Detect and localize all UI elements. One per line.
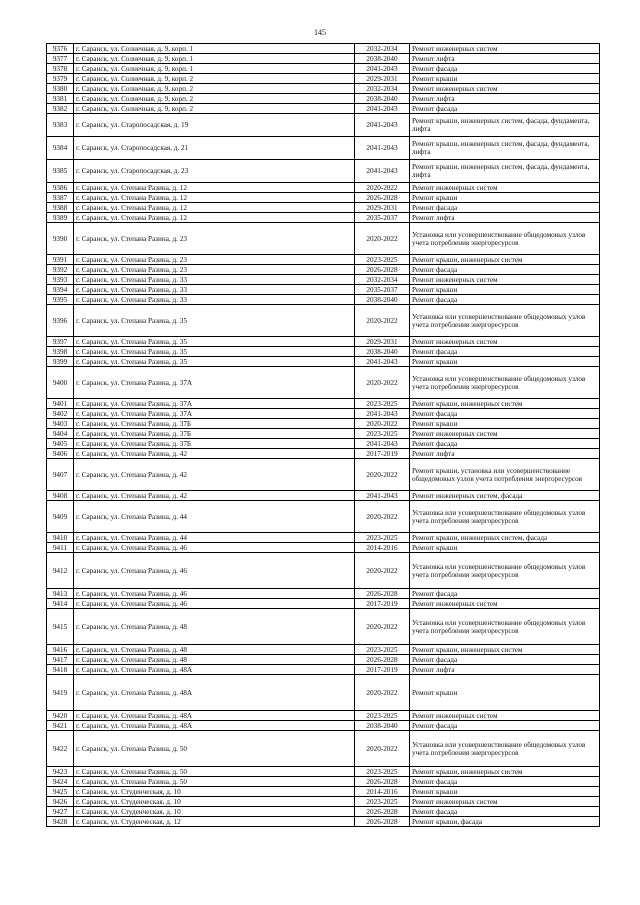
row-number: 9408	[47, 491, 74, 501]
row-period: 2026-2028	[355, 817, 410, 827]
row-period: 2014-2016	[355, 543, 410, 553]
row-period: 2020-2022	[355, 553, 410, 589]
row-number: 9382	[47, 104, 74, 114]
row-address: г. Саранск, ул. Степана Разина, д. 44	[74, 501, 355, 533]
row-number: 9417	[47, 655, 74, 665]
row-number: 9399	[47, 357, 74, 367]
row-address: г. Саранск, ул. Степана Разина, д. 50	[74, 777, 355, 787]
row-address: г. Саранск, ул. Студенческая, д. 10	[74, 807, 355, 817]
row-work-type: Ремонт фасада	[410, 409, 600, 419]
row-work-type: Ремонт фасада	[410, 203, 600, 213]
row-number: 9395	[47, 295, 74, 305]
row-period: 2020-2022	[355, 183, 410, 193]
row-address: г. Саранск, ул. Студенческая, д. 10	[74, 787, 355, 797]
row-address: г. Саранск, ул. Старопосадская, д. 21	[74, 137, 355, 160]
row-period: 2038-2040	[355, 721, 410, 731]
row-work-type: Ремонт крыши	[410, 419, 600, 429]
row-address: г. Саранск, ул. Степана Разина, д. 37Б	[74, 419, 355, 429]
row-address: г. Саранск, ул. Степана Разина, д. 46	[74, 553, 355, 589]
row-work-type: Ремонт лифта	[410, 54, 600, 64]
table-row	[47, 675, 600, 711]
row-address: г. Саранск, ул. Солнечная, д. 9, корп. 1	[74, 54, 355, 64]
row-number: 9411	[47, 543, 74, 553]
row-work-type: Ремонт инженерных систем	[410, 429, 600, 439]
table-row	[47, 533, 600, 543]
row-address: г. Саранск, ул. Степана Разина, д. 35	[74, 357, 355, 367]
row-work-type: Ремонт фасада	[410, 104, 600, 114]
table-row	[47, 589, 600, 599]
row-period: 2035-2037	[355, 213, 410, 223]
row-period: 2041-2043	[355, 64, 410, 74]
row-address: г. Саранск, ул. Солнечная, д. 9, корп. 2	[74, 74, 355, 84]
row-address: г. Саранск, ул. Солнечная, д. 9, корп. 2	[74, 84, 355, 94]
row-period: 2038-2040	[355, 295, 410, 305]
row-address: г. Саранск, ул. Степана Разина, д. 42	[74, 449, 355, 459]
table-row	[47, 84, 600, 94]
row-period: 2029-2031	[355, 337, 410, 347]
row-work-type: Установка или усовершенствование общедомовых узлов учета потребления энергоресурсов	[410, 305, 600, 337]
row-work-type: Ремонт крыши	[410, 193, 600, 203]
row-address: г. Саранск, ул. Степана Разина, д. 48	[74, 655, 355, 665]
table-row	[47, 74, 600, 84]
row-address: г. Саранск, ул. Степана Разина, д. 48А	[74, 721, 355, 731]
row-address: г. Саранск, ул. Солнечная, д. 9, корп. 1	[74, 64, 355, 74]
row-work-type: Ремонт инженерных систем	[410, 797, 600, 807]
table-row	[47, 94, 600, 104]
row-work-type: Ремонт фасада	[410, 265, 600, 275]
table-row	[47, 275, 600, 285]
row-work-type: Ремонт крыши, инженерных систем	[410, 645, 600, 655]
row-period: 2023-2025	[355, 255, 410, 265]
table-row	[47, 609, 600, 645]
row-number: 9423	[47, 767, 74, 777]
row-work-type: Ремонт фасада	[410, 721, 600, 731]
row-work-type: Ремонт инженерных систем	[410, 275, 600, 285]
row-work-type: Ремонт крыши, инженерных систем	[410, 255, 600, 265]
row-address: г. Саранск, ул. Старопосадская, д. 19	[74, 114, 355, 137]
row-number: 9407	[47, 459, 74, 491]
row-address: г. Саранск, ул. Степана Разина, д. 42	[74, 459, 355, 491]
table-row	[47, 367, 600, 399]
table-row	[47, 203, 600, 213]
row-address: г. Саранск, ул. Степана Разина, д. 46	[74, 589, 355, 599]
row-number: 9421	[47, 721, 74, 731]
row-number: 9388	[47, 203, 74, 213]
row-number: 9401	[47, 399, 74, 409]
row-address: г. Саранск, ул. Степана Разина, д. 37А	[74, 399, 355, 409]
row-period: 2023-2025	[355, 645, 410, 655]
row-work-type: Ремонт инженерных систем	[410, 337, 600, 347]
row-work-type: Ремонт фасада	[410, 807, 600, 817]
row-work-type: Ремонт крыши, инженерных систем, фасада, фундамента, лифта	[410, 160, 600, 183]
row-work-type: Установка или усовершенствование общедомовых узлов учета потребления энергоресурсов	[410, 367, 600, 399]
row-period: 2026-2028	[355, 265, 410, 275]
row-number: 9387	[47, 193, 74, 203]
row-number: 9414	[47, 599, 74, 609]
row-period: 2020-2022	[355, 501, 410, 533]
table-row	[47, 807, 600, 817]
row-number: 9406	[47, 449, 74, 459]
row-work-type: Ремонт инженерных систем, фасада	[410, 491, 600, 501]
table-row	[47, 711, 600, 721]
row-period: 2023-2025	[355, 711, 410, 721]
row-work-type: Ремонт фасада	[410, 64, 600, 74]
table-row	[47, 777, 600, 787]
row-period: 2017-2019	[355, 599, 410, 609]
table-row	[47, 419, 600, 429]
row-number: 9393	[47, 275, 74, 285]
row-period: 2023-2025	[355, 533, 410, 543]
row-period: 2038-2040	[355, 94, 410, 104]
row-work-type: Ремонт инженерных систем	[410, 183, 600, 193]
row-work-type: Установка или усовершенствование общедомовых узлов учета потребления энергоресурсов	[410, 501, 600, 533]
row-period: 2041-2043	[355, 160, 410, 183]
row-address: г. Саранск, ул. Степана Разина, д. 23	[74, 223, 355, 255]
table-row	[47, 797, 600, 807]
table-row	[47, 599, 600, 609]
table-row	[47, 409, 600, 419]
row-period: 2032-2034	[355, 84, 410, 94]
row-address: г. Саранск, ул. Степана Разина, д. 12	[74, 183, 355, 193]
table-row	[47, 213, 600, 223]
row-work-type: Ремонт фасада	[410, 655, 600, 665]
row-address: г. Саранск, ул. Солнечная, д. 9, корп. 2	[74, 94, 355, 104]
row-number: 9383	[47, 114, 74, 137]
row-address: г. Саранск, ул. Степана Разина, д. 33	[74, 275, 355, 285]
row-number: 9392	[47, 265, 74, 275]
table-row	[47, 721, 600, 731]
row-work-type: Ремонт крыши	[410, 285, 600, 295]
row-period: 2020-2022	[355, 367, 410, 399]
row-number: 9381	[47, 94, 74, 104]
row-address: г. Саранск, ул. Степана Разина, д. 48	[74, 609, 355, 645]
row-work-type: Ремонт инженерных систем	[410, 84, 600, 94]
row-number: 9378	[47, 64, 74, 74]
row-address: г. Саранск, ул. Степана Разина, д. 50	[74, 731, 355, 767]
row-number: 9424	[47, 777, 74, 787]
row-address: г. Саранск, ул. Степана Разина, д. 50	[74, 767, 355, 777]
table-row	[47, 459, 600, 491]
row-address: г. Саранск, ул. Степана Разина, д. 12	[74, 193, 355, 203]
table-row	[47, 265, 600, 275]
row-number: 9405	[47, 439, 74, 449]
row-work-type: Установка или усовершенствование общедомовых узлов учета потребления энергоресурсов	[410, 223, 600, 255]
row-period: 2023-2025	[355, 767, 410, 777]
row-work-type: Ремонт крыши, инженерных систем, фасада, фундамента, лифта	[410, 114, 600, 137]
row-period: 2017-2019	[355, 665, 410, 675]
table-row	[47, 787, 600, 797]
row-address: г. Саранск, ул. Солнечная, д. 9, корп. 2	[74, 104, 355, 114]
row-work-type: Установка или усовершенствование общедомовых узлов учета потребления энергоресурсов	[410, 553, 600, 589]
row-number: 9386	[47, 183, 74, 193]
table-row	[47, 305, 600, 337]
row-period: 2041-2043	[355, 104, 410, 114]
row-period: 2023-2025	[355, 797, 410, 807]
row-address: г. Саранск, ул. Степана Разина, д. 42	[74, 491, 355, 501]
row-period: 2023-2025	[355, 399, 410, 409]
row-period: 2023-2025	[355, 429, 410, 439]
row-address: г. Саранск, ул. Степана Разина, д. 35	[74, 305, 355, 337]
table-row	[47, 285, 600, 295]
row-work-type: Ремонт инженерных систем	[410, 711, 600, 721]
table-row	[47, 193, 600, 203]
row-number: 9419	[47, 675, 74, 711]
row-number: 9402	[47, 409, 74, 419]
row-address: г. Саранск, ул. Степана Разина, д. 37А	[74, 409, 355, 419]
row-number: 9404	[47, 429, 74, 439]
table-row	[47, 223, 600, 255]
row-period: 2020-2022	[355, 459, 410, 491]
row-period: 2041-2043	[355, 357, 410, 367]
row-number: 9428	[47, 817, 74, 827]
row-address: г. Саранск, ул. Степана Разина, д. 37А	[74, 367, 355, 399]
row-number: 9391	[47, 255, 74, 265]
row-work-type: Ремонт крыши, установка или усовершенствование общедомовых узлов учета потребления энергоресурсов	[410, 459, 600, 491]
row-number: 9410	[47, 533, 74, 543]
row-address: г. Саранск, ул. Студенческая, д. 10	[74, 797, 355, 807]
row-work-type: Ремонт крыши, инженерных систем, фасада, фундамента, лифта	[410, 137, 600, 160]
row-period: 2038-2040	[355, 54, 410, 64]
table-row	[47, 183, 600, 193]
row-work-type: Ремонт лифта	[410, 213, 600, 223]
row-number: 9412	[47, 553, 74, 589]
row-work-type: Ремонт фасада	[410, 295, 600, 305]
row-number: 9400	[47, 367, 74, 399]
table-row	[47, 429, 600, 439]
table-row	[47, 439, 600, 449]
row-address: г. Саранск, ул. Степана Разина, д. 33	[74, 295, 355, 305]
row-period: 2041-2043	[355, 439, 410, 449]
row-work-type: Ремонт крыши	[410, 357, 600, 367]
row-work-type: Ремонт фасада	[410, 439, 600, 449]
row-number: 9413	[47, 589, 74, 599]
table-row	[47, 645, 600, 655]
row-work-type: Ремонт фасада	[410, 347, 600, 357]
table-row	[47, 553, 600, 589]
row-address: г. Саранск, ул. Степана Разина, д. 44	[74, 533, 355, 543]
row-address: г. Саранск, ул. Степана Разина, д. 35	[74, 337, 355, 347]
row-address: г. Саранск, ул. Степана Разина, д. 48А	[74, 711, 355, 721]
table-row	[47, 347, 600, 357]
repair-schedule-body	[47, 44, 600, 827]
table-row	[47, 731, 600, 767]
row-address: г. Саранск, ул. Степана Разина, д. 46	[74, 599, 355, 609]
row-address: г. Саранск, ул. Степана Разина, д. 37Б	[74, 439, 355, 449]
row-number: 9376	[47, 44, 74, 54]
row-address: г. Саранск, ул. Степана Разина, д. 23	[74, 265, 355, 275]
row-period: 2020-2022	[355, 305, 410, 337]
row-number: 9416	[47, 645, 74, 655]
row-work-type: Ремонт фасада	[410, 589, 600, 599]
row-work-type: Ремонт крыши	[410, 675, 600, 711]
row-number: 9396	[47, 305, 74, 337]
page-number: 145	[314, 28, 326, 37]
row-work-type: Ремонт крыши	[410, 543, 600, 553]
table-row	[47, 114, 600, 137]
table-row	[47, 255, 600, 265]
table-row	[47, 137, 600, 160]
row-number: 9389	[47, 213, 74, 223]
row-address: г. Саранск, ул. Степана Разина, д. 12	[74, 203, 355, 213]
row-period: 2020-2022	[355, 609, 410, 645]
row-period: 2014-2016	[355, 787, 410, 797]
row-number: 9418	[47, 665, 74, 675]
table-row	[47, 817, 600, 827]
row-period: 2032-2034	[355, 275, 410, 285]
row-number: 9380	[47, 84, 74, 94]
table-row	[47, 491, 600, 501]
row-number: 9420	[47, 711, 74, 721]
row-period: 2017-2019	[355, 449, 410, 459]
row-period: 2026-2028	[355, 777, 410, 787]
row-work-type: Ремонт крыши, инженерных систем	[410, 767, 600, 777]
row-work-type: Установка или усовершенствование общедомовых узлов учета потребления энергоресурсов	[410, 609, 600, 645]
row-work-type: Ремонт инженерных систем	[410, 599, 600, 609]
row-work-type: Ремонт инженерных систем	[410, 44, 600, 54]
row-period: 2026-2028	[355, 807, 410, 817]
row-address: г. Саранск, ул. Степана Разина, д. 23	[74, 255, 355, 265]
row-period: 2020-2022	[355, 223, 410, 255]
row-work-type: Ремонт крыши, инженерных систем	[410, 399, 600, 409]
table-row	[47, 337, 600, 347]
row-work-type: Ремонт крыши	[410, 787, 600, 797]
table-row	[47, 160, 600, 183]
table-row	[47, 54, 600, 64]
table-row	[47, 449, 600, 459]
row-period: 2026-2028	[355, 193, 410, 203]
table-row	[47, 767, 600, 777]
table-row	[47, 501, 600, 533]
row-address: г. Саранск, ул. Степана Разина, д. 12	[74, 213, 355, 223]
row-number: 9426	[47, 797, 74, 807]
row-number: 9409	[47, 501, 74, 533]
table-row	[47, 655, 600, 665]
row-period: 2020-2022	[355, 675, 410, 711]
row-work-type: Ремонт крыши	[410, 74, 600, 84]
row-address: г. Саранск, ул. Старопосадская, д. 23	[74, 160, 355, 183]
row-number: 9398	[47, 347, 74, 357]
row-number: 9427	[47, 807, 74, 817]
table-row	[47, 543, 600, 553]
row-work-type: Ремонт крыши, фасада	[410, 817, 600, 827]
table-row	[47, 295, 600, 305]
table-row	[47, 64, 600, 74]
row-period: 2026-2028	[355, 655, 410, 665]
row-period: 2020-2022	[355, 731, 410, 767]
row-period: 2029-2031	[355, 203, 410, 213]
repair-schedule-table	[46, 43, 600, 827]
row-number: 9422	[47, 731, 74, 767]
row-number: 9403	[47, 419, 74, 429]
row-period: 2041-2043	[355, 114, 410, 137]
row-address: г. Саранск, ул. Степана Разина, д. 33	[74, 285, 355, 295]
table-row	[47, 104, 600, 114]
row-period: 2029-2031	[355, 74, 410, 84]
row-period: 2041-2043	[355, 491, 410, 501]
row-work-type: Ремонт лифта	[410, 94, 600, 104]
row-address: г. Саранск, ул. Степана Разина, д. 48А	[74, 665, 355, 675]
row-number: 9415	[47, 609, 74, 645]
row-work-type: Ремонт лифта	[410, 665, 600, 675]
row-period: 2026-2028	[355, 589, 410, 599]
row-number: 9385	[47, 160, 74, 183]
row-work-type: Установка или усовершенствование общедомовых узлов учета потребления энергоресурсов	[410, 731, 600, 767]
row-period: 2032-2034	[355, 44, 410, 54]
row-work-type: Ремонт крыши, инженерных систем, фасада	[410, 533, 600, 543]
row-number: 9384	[47, 137, 74, 160]
row-number: 9390	[47, 223, 74, 255]
row-address: г. Саранск, ул. Степана Разина, д. 37Б	[74, 429, 355, 439]
table-row	[47, 357, 600, 367]
row-address: г. Саранск, ул. Степана Разина, д. 35	[74, 347, 355, 357]
row-work-type: Ремонт лифта	[410, 449, 600, 459]
row-address: г. Саранск, ул. Степана Разина, д. 46	[74, 543, 355, 553]
row-period: 2035-2037	[355, 285, 410, 295]
row-number: 9377	[47, 54, 74, 64]
row-period: 2020-2022	[355, 419, 410, 429]
row-work-type: Ремонт фасада	[410, 777, 600, 787]
row-address: г. Саранск, ул. Степана Разина, д. 48	[74, 645, 355, 655]
row-address: г. Саранск, ул. Солнечная, д. 9, корп. 1	[74, 44, 355, 54]
row-address: г. Саранск, ул. Студенческая, д. 12	[74, 817, 355, 827]
row-number: 9397	[47, 337, 74, 347]
row-period: 2041-2043	[355, 409, 410, 419]
row-address: г. Саранск, ул. Степана Разина, д. 48А	[74, 675, 355, 711]
row-period: 2041-2043	[355, 137, 410, 160]
table-row	[47, 44, 600, 54]
row-number: 9379	[47, 74, 74, 84]
row-number: 9425	[47, 787, 74, 797]
table-row	[47, 665, 600, 675]
row-period: 2038-2040	[355, 347, 410, 357]
row-number: 9394	[47, 285, 74, 295]
table-row	[47, 399, 600, 409]
